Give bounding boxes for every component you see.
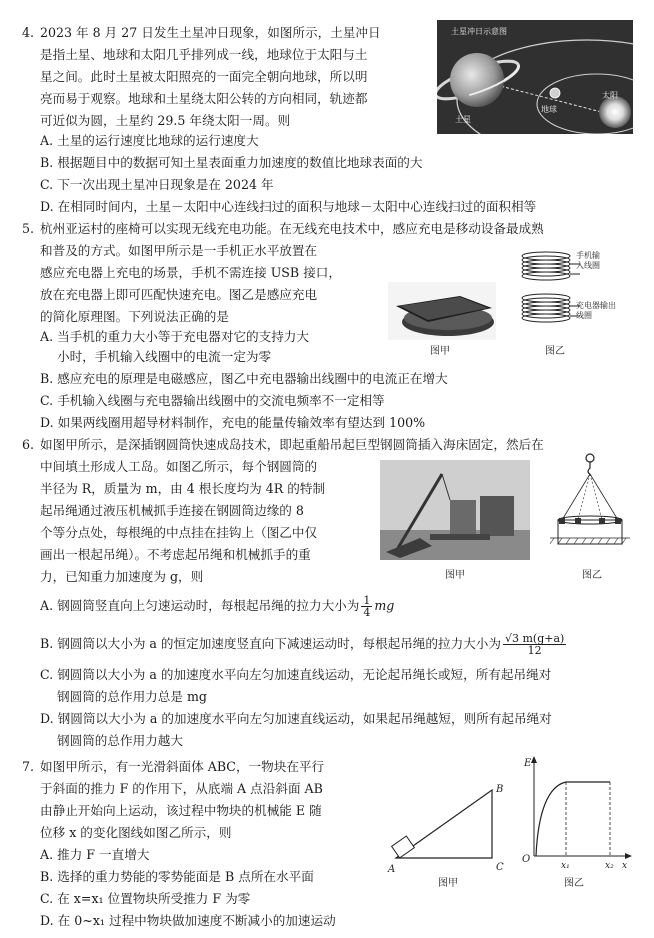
saturn-label: 土星 [455,115,471,124]
steel-cylinder [450,500,476,536]
point-b-label: B [496,784,504,795]
option-a: A. 土星的运行速度比地球的运行速度大 [40,133,259,148]
origin-label: O [522,854,531,865]
x-axis-label: x [622,861,628,871]
option-d: D. 钢圆筒以大小为 a 的加速度水平向左匀加速直线运动，如果起吊绳越短，则所有起吊绳对 [40,711,552,726]
figure-caption-a: 图甲 [430,346,450,357]
option-a: A. 当手机的重力大小等于充电器对它的支持力大 [40,329,309,344]
option-d: D. 在相同时间内，土星－太阳中心连线扫过的面积与地球－太阳中心连线扫过的面积相等 [40,199,537,214]
charger-output-coil [522,294,580,322]
option-d: D. 如果两线圈用超导材料制作，充电的能量传输效率有望达到 100% [40,415,426,430]
option-b: B. 根据题目中的数据可知土星表面重力加速度的数值比地球表面的大 [40,155,423,170]
option-c: C. 手机输入线圈与充电器输出线圈中的交流电频率不一定相等 [40,393,385,408]
incline-diagram [382,776,512,876]
x1-label: x₁ [561,861,570,871]
figure-caption-b: 图乙 [582,570,602,581]
phone-input-coil [522,252,580,280]
e-axis-label: E [524,758,532,769]
fraction: $\frac{√3 m(g+a)}{12}$ [504,632,565,657]
coil-top-label-2: 入线圈 [576,261,600,270]
sun-label: 太阳 [602,91,618,100]
option-b: B. 选择的重力势能的零势能面是 B 点所在水平面 [40,869,314,884]
coil-top-label: 手机输 [576,251,600,260]
coil-diagram [516,250,626,336]
figure-caption-b: 图乙 [564,878,584,889]
option-b: B. 感应充电的原理是电磁感应，图乙中充电器输出线圈中的电流正在增大 [40,371,448,386]
question-stem-first-line: 如图甲所示，是深插钢圆筒快速成岛技术，即起重船吊起巨型钢圆筒插入海床固定，然后在 [40,437,544,452]
option-c: C. 在 x=x₁ 位置物块所受推力 F 为零 [40,891,251,906]
sun-icon [599,96,631,128]
saturn-opposition-figure [437,20,633,134]
question-number: 4. [22,25,35,40]
x2-label: x₂ [605,861,614,871]
option-d: D. 在 0~x₁ 过程中物块做加速度不断减小的加速运动 [40,913,336,928]
steel-cylinder-installed [480,496,514,536]
energy-curve [536,782,610,856]
figure-caption-b: 图乙 [545,346,565,357]
question-number: 5. [22,221,35,236]
lifting-rope-diagram [550,452,630,562]
option-d-cont: 钢圆筒的总作用力越大 [57,733,183,748]
figure-caption-a: 图甲 [445,570,465,581]
phone-charger-photo [388,282,496,340]
point-c-label: C [496,862,504,873]
question-number: 7. [22,759,35,774]
question-stem: 2023 年 8 月 27 日发生土星冲日现象，如图所示，土星冲日 是指土星、地球和太阳几乎排列成一线，地球位于太阳与土 星之间。此时土星被太阳照亮的一面完全朝向地球，所以明 亮而易于观察。地球和土星绕太阳公转的方向相同，轨迹都 可近似为圆，土星约 29.5 年绕太阳一周。则 [40,25,381,128]
lifting-rope [562,474,590,520]
earth-icon [550,88,560,98]
option-c: C. 下一次出现土星冲日现象是在 2024 年 [40,177,274,192]
figure-title: 土星冲日示意图 [451,27,507,36]
option-b: B. 钢圆筒以大小为 a 的恒定加速度竖直向下减速运动时，每根起吊绳的拉力大小为 $\frac{√3 m(g+a)}{12}$ [40,632,565,657]
option-c: C. 钢圆筒以大小为 a 的加速度水平向左匀加速直线运动，无论起吊绳长或短，所有起吊绳对 [40,667,552,682]
question-stem-first-line: 杭州亚运村的座椅可以实现无线充电功能。在无线充电技术中，感应充电是移动设备最成熟 [40,221,544,236]
question-stem: 中间填土形成人工岛。如图乙所示，每个钢圆筒的 半径为 R，质量为 m，由 4 根长度均为 4R 的特制 起吊绳通过液压机械抓手连接在钢圆筒边缘的 8 个等分点处，每根绳的中点挂在挂钩上（图乙中仅 画出一根起吊绳）。不考虑起吊绳和机械抓手的重 力，已知重力加速度为 g，则 [40,459,326,584]
question-stem: 和普及的方式。如图甲所示是一手机正水平放置在 感应充电器上充电的场景，手机不需连接 USB 接口， 放在充电器上即可匹配快速充电。图乙是感应充电 的简化原理图。下列说法正确的是 [40,243,341,324]
question-stem: 如图甲所示，有一光滑斜面体 ABC，一物块在平行 于斜面的推力 F 的作用下，从底端 A 点沿斜面 AB 由静止开始向上运动，该过程中物块的机械能 E 随 位移 x 的变化图线如图乙所示，则 [40,759,325,840]
crane-lifting-photo [380,460,530,560]
option-a: A. 钢圆筒竖直向上匀速运动时，每根起吊绳的拉力大小为 $\frac{1}{4}$ mg [40,594,395,619]
option-a-cont: 小时，手机输入线圈中的电流一定为零 [57,349,272,364]
energy-displacement-graph [514,752,634,872]
saturn-opposition-diagram [437,20,633,134]
earth-label: 地球 [541,105,557,114]
fraction: $\frac{1}{4}$ [363,594,371,619]
option-c-cont: 钢圆筒的总作用力总是 mg [57,689,207,704]
block [392,836,415,858]
question-number: 6. [22,437,35,452]
figure-caption-a: 图甲 [438,878,458,889]
coil-bottom-label-2: 线圈 [576,311,592,320]
option-a: A. 推力 F 一直增大 [40,847,150,862]
coil-bottom-label: 充电器输出 [576,301,616,310]
point-a-label: A [388,864,396,875]
hook-icon [586,454,594,462]
